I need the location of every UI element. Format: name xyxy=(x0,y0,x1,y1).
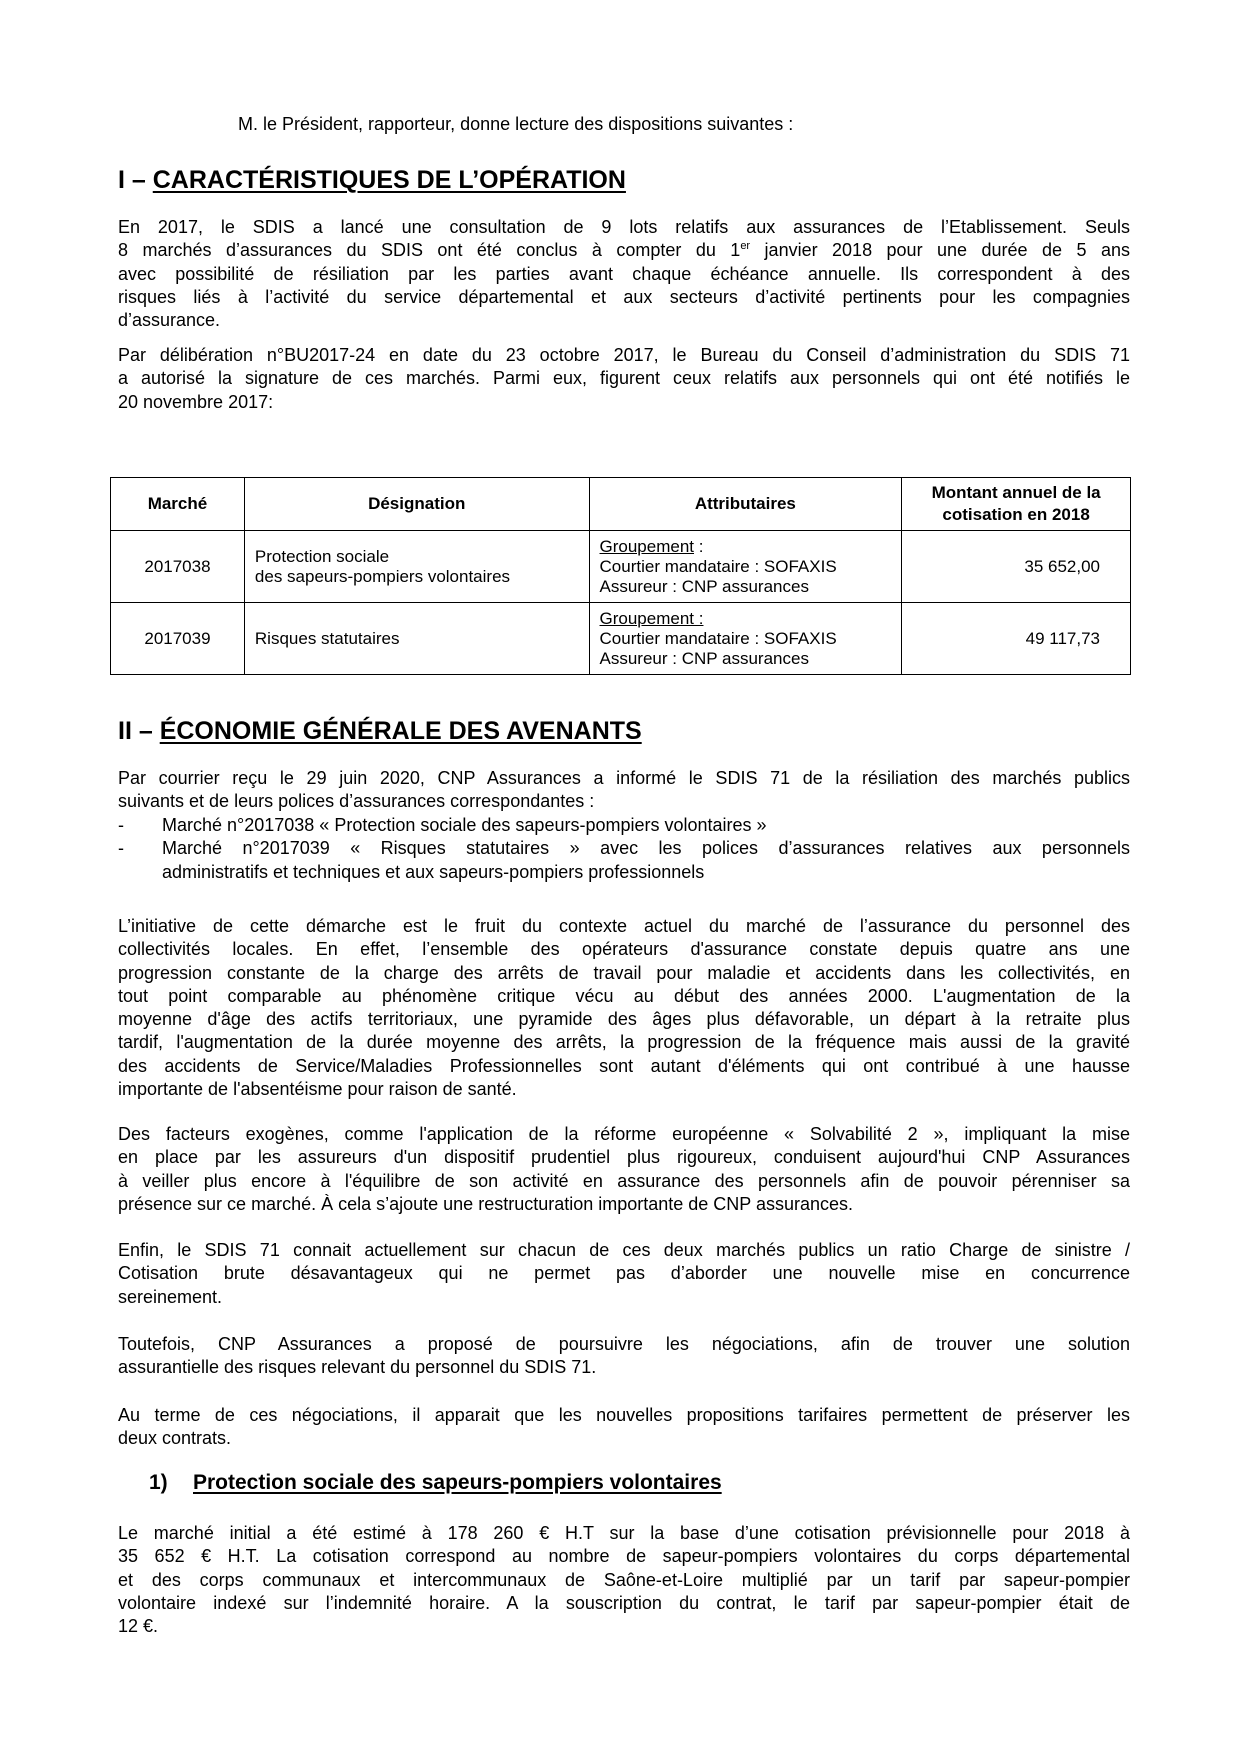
designation-line: Risques statutaires xyxy=(254,628,400,648)
header-designation: Désignation xyxy=(244,478,589,531)
text-line: deux contrats. xyxy=(118,1428,232,1449)
courtier-line: Courtier mandataire : SOFAXIS xyxy=(599,628,837,648)
contracts-table xyxy=(110,477,1131,675)
table-row xyxy=(111,603,1131,675)
text-line: 12 €. xyxy=(118,1616,159,1637)
text-line: En 2017, le SDIS a lancé une consultation de 9 lots relatifs aux assurances de l’Etablissement. Seuls xyxy=(118,217,1130,237)
text-line: volontaire indexé sur l’indemnité horaire. A la souscription du contrat, le tarif par sapeur-pompier était de xyxy=(118,1592,1130,1613)
cell-montant: 49 117,73 xyxy=(902,603,1131,675)
terminated-contracts-list xyxy=(118,814,1130,884)
cell-marche: 2017038 xyxy=(111,531,245,603)
section-2-title: ÉCONOMIE GÉNÉRALE DES AVENANTS xyxy=(159,717,642,745)
section-2-paragraph-7 xyxy=(118,1522,1130,1638)
section-2-paragraph-1 xyxy=(118,767,1130,814)
list-item xyxy=(118,814,1130,837)
superscript: er xyxy=(740,240,751,253)
text-line: a autorisé la signature de ces marchés. Parmi eux, figurent ceux relatifs aux personnels qui ont été notifiés le xyxy=(118,368,1130,389)
text-line: moyenne d'âge des actifs territoriaux, une pyramide des âges plus défavorable, un départ à la retraite plus xyxy=(118,1009,1130,1030)
text-line: Enfin, le SDIS 71 connait actuellement sur chacun de ces deux marchés publics un ratio Charge de sinistre / xyxy=(118,1240,1130,1260)
text-line: Toutefois, CNP Assurances a proposé de poursuivre les négociations, afin de trouver une solution xyxy=(118,1334,1130,1354)
assureur-line: Assureur : CNP assurances xyxy=(599,576,809,596)
section-1-title: CARACTÉRISTIQUES DE L’OPÉRATION xyxy=(152,166,626,194)
list-item xyxy=(118,837,1130,884)
text-line: présence sur ce marché. À cela s’ajoute une restructuration importante de CNP assurances. xyxy=(118,1193,854,1214)
text-line: Marché n°2017038 « Protection sociale des sapeurs-pompiers volontaires » xyxy=(162,815,767,835)
text-line: progression constante de la charge des arrêts de travail pour maladie et accidents dans les collectivités, en xyxy=(118,962,1130,983)
assureur-line: Assureur : CNP assurances xyxy=(599,648,809,668)
text-line: Le marché initial a été estimé à 178 260 € H.T sur la base d’une cotisation prévisionnelle pour 2018 à xyxy=(118,1523,1130,1543)
header-montant xyxy=(902,478,1131,531)
text-line: tardif, l'augmentation de la durée moyenne des arrêts, la progression de la fréquence mais aussi de la gravité xyxy=(118,1032,1130,1053)
section-2-paragraph-4 xyxy=(118,1239,1130,1309)
text-line: importante de l'absentéisme pour raison de santé. xyxy=(118,1079,517,1100)
text-line: en place par les assureurs d'un dispositif prudentiel plus rigoureux, conduisent aujourd'hui CNP Assurances xyxy=(118,1147,1130,1168)
text-line: sereinement. xyxy=(118,1286,223,1307)
text-line: administratifs et techniques et aux sapeurs-pompiers professionnels xyxy=(162,861,705,882)
text-line: Marché n°2017039 « Risques statutaires » avec les polices d’assurances relatives aux personnels xyxy=(162,838,1130,859)
table-header-row xyxy=(111,478,1131,531)
subsection-1-number: 1) xyxy=(149,1471,168,1494)
groupement-label: Groupement xyxy=(599,536,695,556)
header-marche: Marché xyxy=(111,478,245,531)
cell-montant: 35 652,00 xyxy=(902,531,1131,603)
text-line: 35 652 € H.T. La cotisation correspond au nombre de sapeur-pompiers volontaires du corps départemental xyxy=(118,1546,1130,1567)
designation-line: Protection sociale xyxy=(254,546,390,566)
subsection-1-title: Protection sociale des sapeurs-pompiers volontaires xyxy=(193,1471,722,1494)
text-line: avec possibilité de résiliation par les parties avant chaque échéance annuelle. Ils correspondent à des xyxy=(118,263,1130,284)
list-dash: - xyxy=(118,838,124,859)
section-1-heading xyxy=(118,165,626,195)
cell-designation xyxy=(244,531,589,603)
text-line: 20 novembre 2017: xyxy=(118,391,274,412)
text-line: Au terme de ces négociations, il apparait que les nouvelles propositions tarifaires permettent de préserver les xyxy=(118,1405,1130,1425)
text-line: à veiller plus encore à l'équilibre de son activité en assurance des personnels afin de pouvoir pérenniser sa xyxy=(118,1170,1130,1191)
section-1-paragraph-2 xyxy=(118,344,1130,414)
text-line: d’assurance. xyxy=(118,310,221,331)
list-item-text xyxy=(162,814,1130,837)
section-1-paragraph-1 xyxy=(118,216,1130,332)
intro-text: M. le Président, rapporteur, donne lecture des dispositions suivantes : xyxy=(238,114,794,134)
text-line: et des corps communaux et intercommunaux de Saône-et-Loire multiplié par un tarif par sapeur-pompier xyxy=(118,1569,1130,1590)
section-2-number: II – xyxy=(118,717,153,745)
list-dash: - xyxy=(118,815,124,835)
text-line: L’initiative de cette démarche est le fruit du contexte actuel du marché de l’assurance du personnel des xyxy=(118,916,1130,936)
designation-line: des sapeurs-pompiers volontaires xyxy=(254,566,511,586)
text-line: risques liés à l’activité du service départemental et aux secteurs d’activité pertinents pour les compagnies xyxy=(118,286,1130,307)
header-montant-line-1: Montant annuel de la xyxy=(931,483,1101,502)
header-montant-line-2: cotisation en 2018 xyxy=(942,505,1090,524)
text-line: des accidents de Service/Maladies Professionnelles sont autant d'éléments qui ont contribué à une hausse xyxy=(118,1055,1130,1076)
section-2-paragraph-3 xyxy=(118,1123,1130,1216)
text-line: Par délibération n°BU2017-24 en date du 23 octobre 2017, le Bureau du Conseil d’administration du SDIS 71 xyxy=(118,345,1130,365)
text-line: Par courrier reçu le 29 juin 2020, CNP Assurances a informé le SDIS 71 de la résiliation des marchés publics xyxy=(118,768,1130,788)
text-line xyxy=(118,239,1130,262)
text-line: collectivités locales. En effet, l’ensemble des opérateurs d'assurance constate depuis quatre ans une xyxy=(118,939,1130,960)
cell-attributaires xyxy=(589,531,902,603)
groupement-suffix: : xyxy=(694,536,704,556)
table-row xyxy=(111,531,1131,603)
text-line: suivants et de leurs polices d’assurances correspondantes : xyxy=(118,791,595,812)
courtier-line: Courtier mandataire : SOFAXIS xyxy=(599,556,837,576)
section-1-number: I – xyxy=(118,166,146,194)
groupement-label: Groupement : xyxy=(599,608,704,628)
text-fragment: janvier 2018 pour une durée de 5 ans xyxy=(750,240,1130,261)
text-line: Cotisation brute désavantageux qui ne permet pas d’aborder une nouvelle mise en concurrence xyxy=(118,1263,1130,1284)
section-2-paragraph-5 xyxy=(118,1333,1130,1380)
subsection-1-heading xyxy=(149,1470,722,1496)
section-2-paragraph-2 xyxy=(118,915,1130,1101)
cell-marche: 2017039 xyxy=(111,603,245,675)
header-attributaires: Attributaires xyxy=(589,478,902,531)
text-line: Des facteurs exogènes, comme l'application de la réforme européenne « Solvabilité 2 », impliquant la mise xyxy=(118,1124,1130,1144)
text-line: tout point comparable au phénomène critique vécu au début des années 2000. L'augmentation de la xyxy=(118,985,1130,1006)
section-2-paragraph-6 xyxy=(118,1404,1130,1451)
cell-designation xyxy=(244,603,589,675)
text-fragment: 8 marchés d’assurances du SDIS ont été conclus à compter du 1 xyxy=(118,240,741,261)
list-item-text xyxy=(162,837,1130,884)
cell-attributaires xyxy=(589,603,902,675)
text-line: assurantielle des risques relevant du personnel du SDIS 71. xyxy=(118,1357,597,1378)
section-2-heading xyxy=(118,716,642,746)
